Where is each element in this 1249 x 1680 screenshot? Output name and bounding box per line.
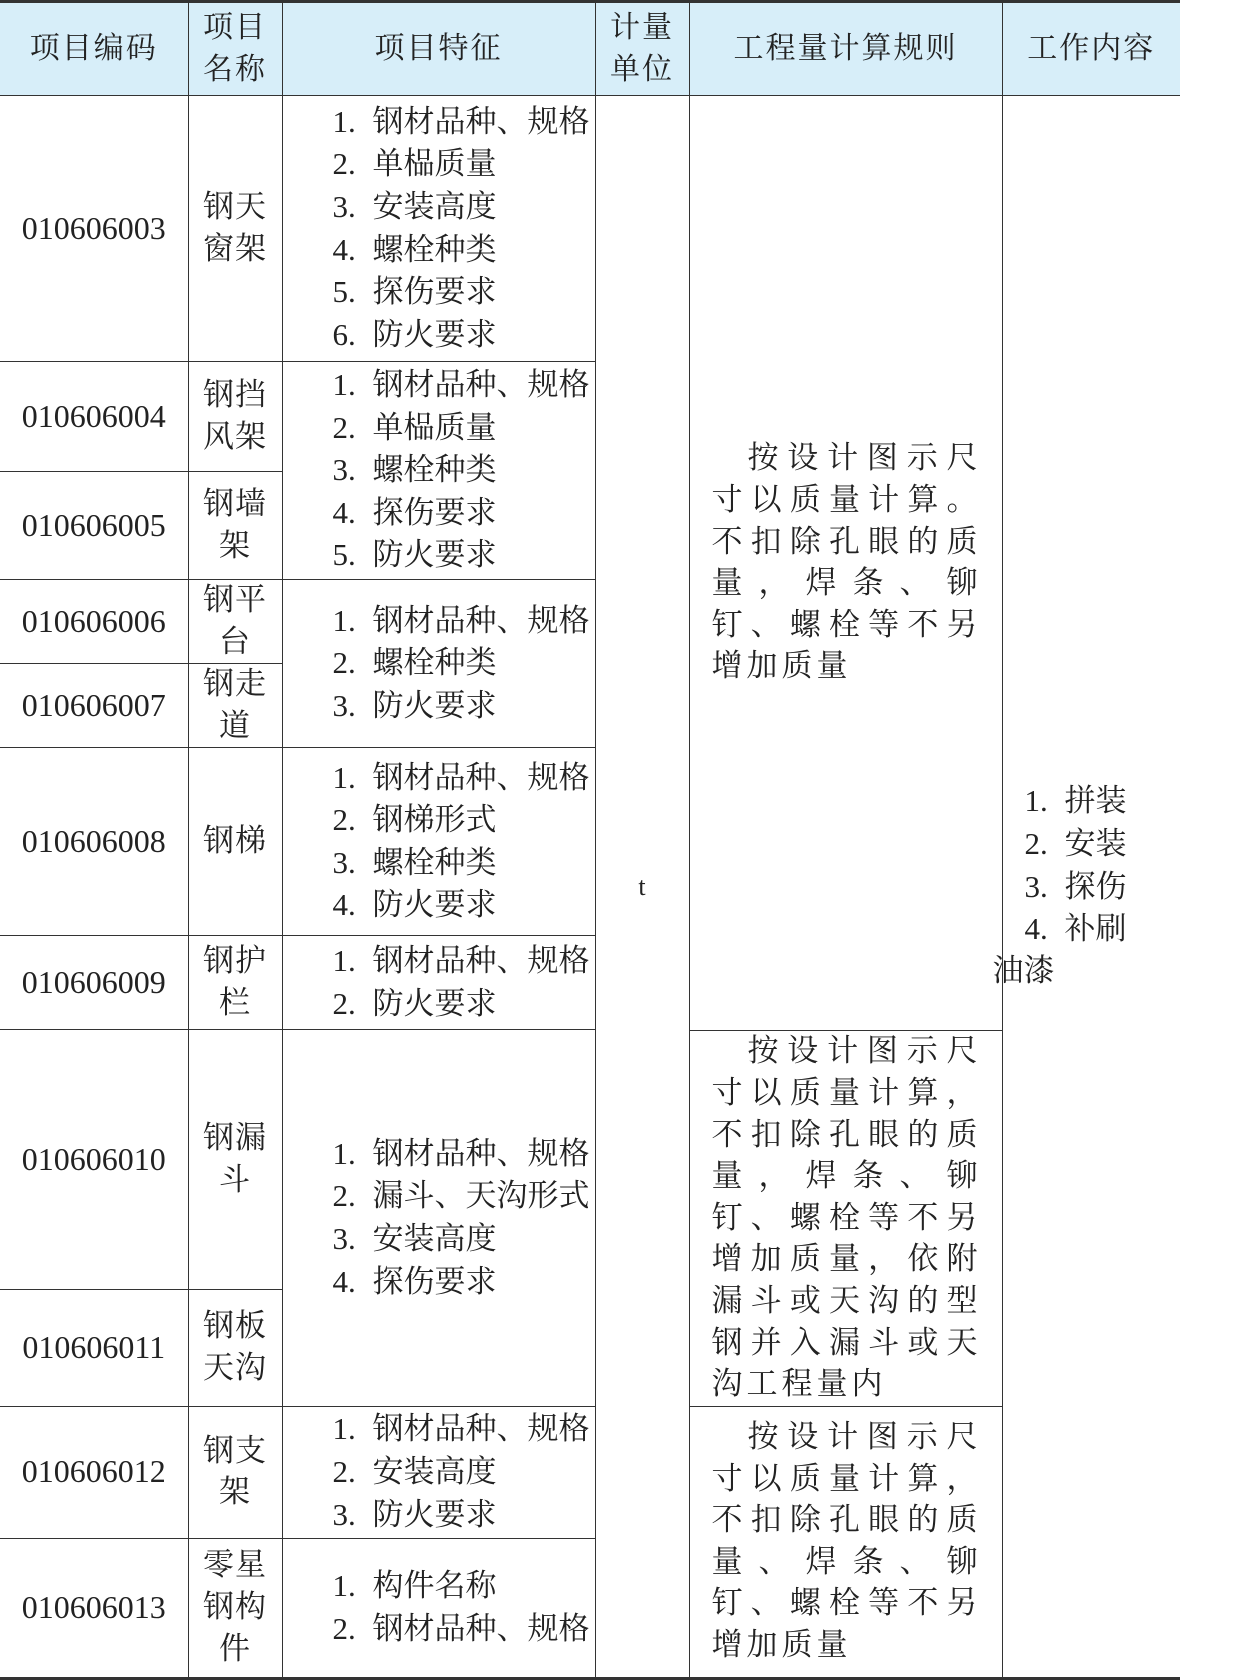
item-code: 010606009 [0,936,188,1030]
feature-item: 1. 钢材品种、规格 [332,943,590,980]
feature-item: 1. 钢材品种、规格 [332,1135,590,1172]
item-features [282,1406,595,1538]
feature-item: 4. 探伤要求 [332,494,497,531]
feature-item: 4. 探伤要求 [332,1263,497,1300]
item-name: 钢护栏 [188,936,282,1030]
work-item: 1. 拼装 [1024,783,1127,820]
work-item: 2. 安装 [1024,825,1127,862]
item-code: 010606006 [0,580,188,664]
feature-item: 2. 钢梯形式 [332,802,497,839]
item-features [282,936,595,1030]
item-name: 钢漏斗 [188,1030,282,1290]
table-row [0,96,1180,362]
item-code: 010606012 [0,1406,188,1538]
feature-item: 2. 安装高度 [332,1453,497,1490]
header-code: 项目编码 [0,2,188,96]
feature-item: 1. 构件名称 [332,1568,497,1605]
rule-cell: 按设计图示尺寸以质量计算。不扣除孔眼的质量，焊条、铆钉、螺栓等不另增加质量 [689,96,1002,1031]
work-item: 4. 补刷 [1024,911,1127,948]
header-row [0,2,1180,96]
item-features [282,96,595,362]
item-code: 010606008 [0,748,188,936]
feature-item: 2. 漏斗、天沟形式 [332,1178,590,1215]
work-item-continuation: 油漆 [992,952,1055,989]
item-features [282,580,595,748]
item-name: 钢支 架 [188,1406,282,1538]
header-rule: 工程量计算规则 [689,2,1002,96]
item-name: 钢天 窗架 [188,96,282,362]
feature-item: 1. 钢材品种、规格 [332,103,590,140]
header-unit: 计量 单位 [595,2,689,96]
feature-item: 4. 螺栓种类 [332,231,497,268]
feature-item: 2. 钢材品种、规格 [332,1610,590,1647]
feature-item: 1. 钢材品种、规格 [332,759,590,796]
feature-item: 2. 防火要求 [332,985,497,1022]
item-name: 钢平台 [188,580,282,664]
feature-item: 1. 钢材品种、规格 [332,1411,590,1448]
item-code: 010606007 [0,664,188,748]
work-content-cell [992,96,1180,1679]
feature-item: 3. 安装高度 [332,1221,497,1258]
feature-item: 3. 防火要求 [332,687,497,724]
item-name: 钢墙 架 [188,472,282,580]
feature-item: 3. 螺栓种类 [332,844,497,881]
item-name: 零星 钢构 件 [188,1538,282,1678]
feature-item: 3. 安装高度 [332,188,497,225]
feature-item: 5. 探伤要求 [332,274,497,311]
feature-item: 6. 防火要求 [332,316,497,353]
item-code: 010606011 [0,1290,188,1406]
feature-item: 4. 防火要求 [332,887,497,924]
header-work: 工作内容 [1002,2,1180,96]
item-features [282,1030,595,1406]
item-name: 钢板 天沟 [188,1290,282,1406]
item-code: 010606005 [0,472,188,580]
feature-item: 3. 螺栓种类 [332,452,497,489]
item-code: 010606003 [0,96,188,362]
feature-item: 2. 单榀质量 [332,409,497,446]
feature-item: 2. 单榀质量 [332,146,497,183]
item-name: 钢梯 [188,748,282,936]
feature-item: 2. 螺栓种类 [332,645,497,682]
item-features [282,748,595,936]
item-features [282,362,595,580]
unit-cell: t [595,96,689,1679]
feature-item: 1. 钢材品种、规格 [332,602,590,639]
item-name: 钢走道 [188,664,282,748]
item-code: 010606004 [0,362,188,472]
item-code: 010606010 [0,1030,188,1290]
feature-item: 5. 防火要求 [332,537,497,574]
feature-item: 1. 钢材品种、规格 [332,367,590,404]
item-code: 010606013 [0,1538,188,1678]
feature-item: 3. 防火要求 [332,1496,497,1533]
rule-cell: 按设计图示尺寸以质量计算，不扣除孔眼的质量、焊条、铆钉、螺栓等不另增加质量 [689,1406,1002,1678]
item-features [282,1538,595,1678]
item-name: 钢挡 风架 [188,362,282,472]
header-name: 项目 名称 [188,2,282,96]
work-item: 3. 探伤 [1024,868,1127,905]
rule-cell: 按设计图示尺寸以质量计算，不扣除孔眼的质量，焊条、铆钉、螺栓等不另增加质量，依附漏斗或天沟的型钢并入漏斗或天沟工程量内 [689,1031,1002,1406]
header-features: 项目特征 [282,2,595,96]
